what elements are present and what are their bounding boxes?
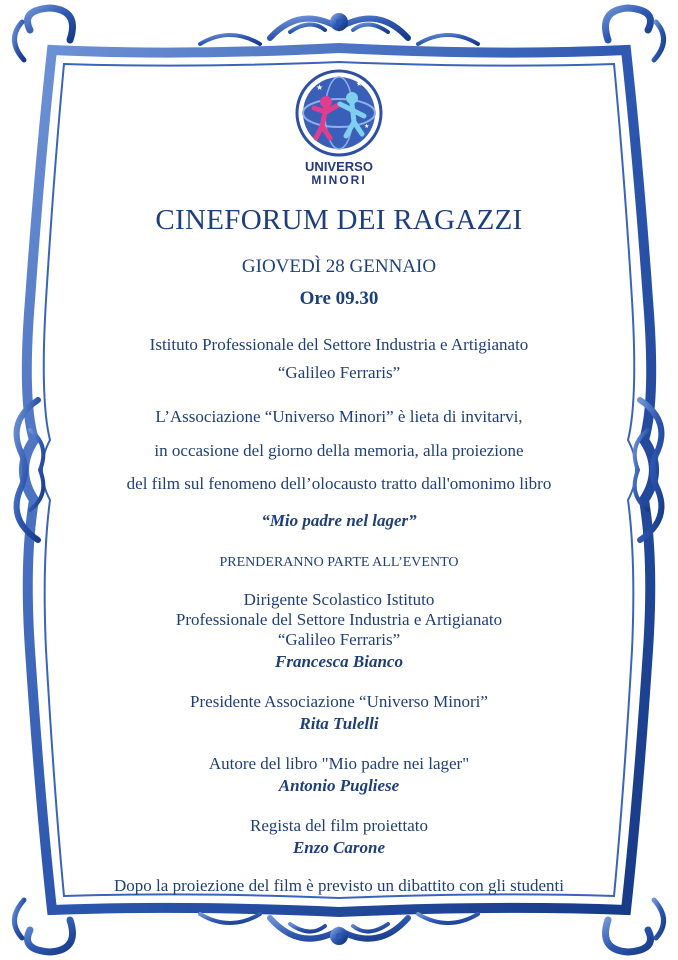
invite-line-3: del film sul fenomeno dell’olocausto tratto dall'omonimo libro: [126, 474, 552, 493]
participant-role: Professionale del Settore Industria e Artigianato: [175, 610, 503, 629]
participants-heading: PRENDERANNO PARTE ALL’EVENTO: [219, 555, 459, 570]
svg-text:★: ★: [364, 123, 370, 130]
event-time: Ore 09.30: [299, 288, 379, 309]
logo-text-minori: MINORI: [311, 173, 367, 187]
participant-role: Dirigente Scolastico Istituto: [243, 590, 435, 609]
svg-text:★: ★: [356, 80, 363, 88]
svg-text:★: ★: [316, 83, 324, 92]
invite-line-2: in occasione del giorno della memoria, alla proiezione: [154, 441, 524, 460]
participant-role: Presidente Associazione “Universo Minori”: [190, 692, 488, 711]
venue-line-2: “Galileo Ferraris”: [277, 363, 401, 382]
footer-note: Dopo la proiezione del film è previsto un dibattito con gli studenti: [114, 876, 564, 895]
participant-role: Autore del libro "Mio padre nei lager": [208, 754, 470, 773]
venue-line-1: Istituto Professionale del Settore Industria e Artigianato: [149, 335, 529, 354]
logo-text-universo: UNIVERSO: [305, 159, 373, 174]
participant-name: Antonio Pugliese: [278, 776, 400, 795]
event-date: GIOVEDÌ 28 GENNAIO: [241, 256, 437, 277]
logo-emblem: [294, 68, 384, 158]
film-title: “Mio padre nel lager”: [261, 511, 417, 530]
universo-minori-logo: [294, 68, 384, 190]
participant-role: Regista del film proiettato: [250, 816, 428, 835]
event-title: CINEFORUM DEI RAGAZZI: [155, 204, 523, 236]
invite-line-1: L’Associazione “Universo Minori” è lieta di invitarvi,: [155, 407, 523, 426]
participant-name: Rita Tulelli: [299, 714, 379, 733]
participant-name: Francesca Bianco: [275, 652, 403, 671]
participant-role: “Galileo Ferraris”: [277, 630, 401, 649]
participant-name: Enzo Carone: [292, 838, 386, 857]
